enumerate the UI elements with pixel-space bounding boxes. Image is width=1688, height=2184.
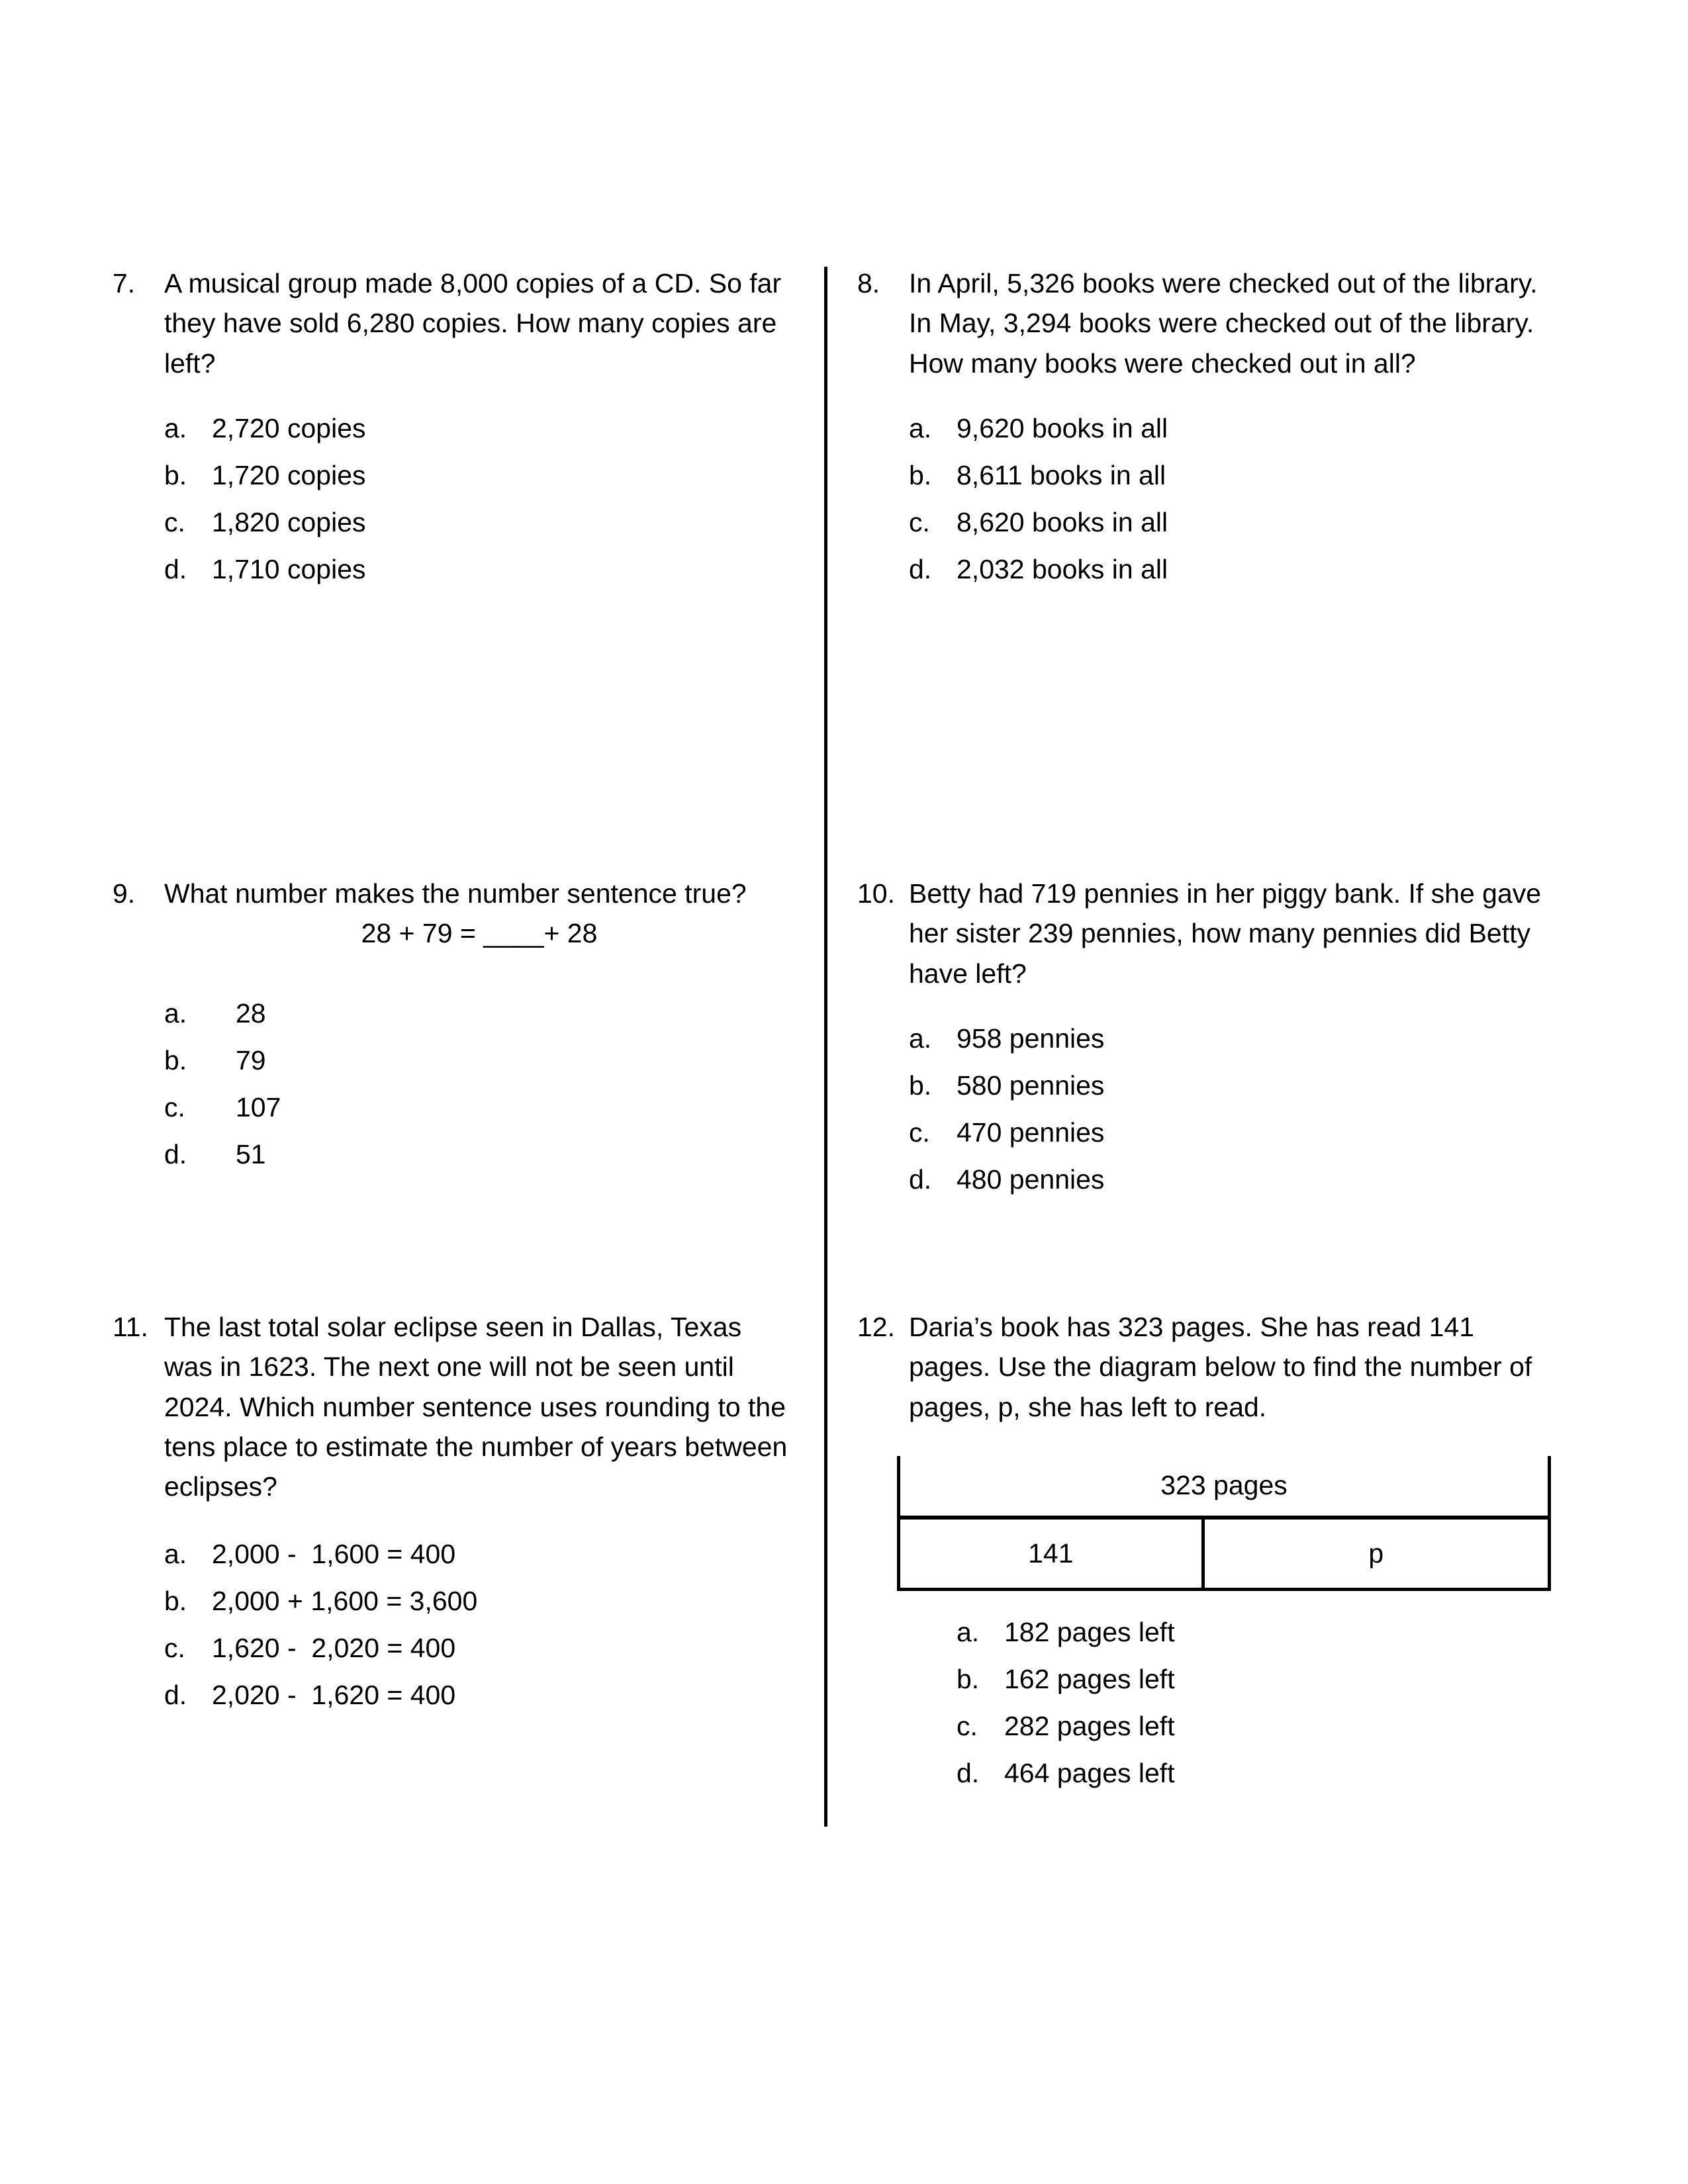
- option-value: 79: [236, 1044, 266, 1075]
- question-11-options: [113, 1541, 794, 1709]
- question-9-options: [113, 997, 794, 1169]
- option-marker: b.: [164, 459, 187, 490]
- option-value: 470 pennies: [957, 1116, 1105, 1148]
- option-value: 2,032 books in all: [957, 553, 1168, 584]
- option-marker: b.: [909, 1069, 932, 1101]
- question-11-stem: The last total solar eclipse seen in Dallas, Texas was in 1623. The next one will not be seen until 2024. Which number sentence uses rounding to the tens place to estimate the number of years between eclipses?: [164, 1312, 788, 1502]
- option-value: 1,720 copies: [212, 459, 366, 490]
- tape-part-known-cell: [900, 1520, 1205, 1588]
- option-value: 162 pages left: [1004, 1663, 1175, 1694]
- question-11-header: [113, 1307, 794, 1506]
- question-8-header: [857, 263, 1559, 383]
- option-item[interactable]: [164, 1682, 794, 1709]
- question-9: [113, 874, 794, 1188]
- option-item[interactable]: [164, 1541, 794, 1568]
- option-item[interactable]: [164, 1588, 794, 1615]
- option-value: 28: [236, 997, 266, 1028]
- option-item[interactable]: [909, 1025, 1559, 1052]
- option-marker: d.: [909, 1163, 932, 1195]
- option-value: 51: [236, 1138, 266, 1169]
- option-value: 580 pennies: [957, 1069, 1105, 1101]
- question-10-stem: Betty had 719 pennies in her piggy bank. If she gave her sister 239 pennies, how many pennies did Betty have left?: [909, 878, 1542, 989]
- question-7-header: [113, 263, 794, 383]
- question-7-stem: A musical group made 8,000 copies of a CD. So far they have sold 6,280 copies. How many copies are left?: [164, 268, 782, 379]
- option-value: 958 pennies: [957, 1023, 1105, 1054]
- option-marker: b.: [164, 1586, 187, 1617]
- question-10-header: [857, 874, 1559, 993]
- option-marker: d.: [957, 1757, 980, 1788]
- option-item[interactable]: [909, 412, 1559, 443]
- option-marker: a.: [909, 412, 932, 443]
- option-value: 464 pages left: [1004, 1757, 1175, 1788]
- option-value: 480 pennies: [957, 1163, 1105, 1195]
- question-10: [857, 874, 1559, 1213]
- option-marker: d.: [164, 1680, 187, 1711]
- question-10-options: [857, 1025, 1559, 1193]
- option-item[interactable]: [909, 553, 1559, 584]
- question-9-equation: 28 + 79 = ____+ 28: [361, 918, 598, 949]
- option-item[interactable]: [164, 1635, 794, 1662]
- option-marker: c.: [164, 1091, 185, 1122]
- option-marker: a.: [164, 997, 187, 1028]
- option-item[interactable]: [909, 1116, 1559, 1148]
- option-value: 2,000 + 1,600 = 3,600: [212, 1586, 478, 1617]
- tape-part-known-label: 141: [1028, 1537, 1074, 1569]
- option-value: 1,820 copies: [212, 506, 366, 537]
- option-value: 1,710 copies: [212, 553, 366, 584]
- option-item[interactable]: [957, 1663, 1559, 1694]
- question-8-number: 8.: [857, 268, 880, 298]
- question-11: [113, 1307, 794, 1729]
- option-item[interactable]: [164, 553, 794, 584]
- tape-whole-cell: [897, 1456, 1551, 1520]
- option-item[interactable]: [164, 1138, 794, 1169]
- option-marker: d.: [164, 1138, 187, 1169]
- option-marker: d.: [909, 553, 932, 584]
- option-marker: c.: [909, 506, 930, 537]
- question-12-header: [857, 1307, 1559, 1427]
- question-10-number: 10.: [857, 878, 895, 909]
- option-value: 107: [236, 1091, 281, 1122]
- option-marker: a.: [957, 1616, 980, 1647]
- option-marker: b.: [164, 1044, 187, 1075]
- option-marker: d.: [164, 553, 187, 584]
- option-item[interactable]: [957, 1616, 1559, 1647]
- option-item[interactable]: [164, 1091, 794, 1122]
- tape-whole-label: 323 pages: [1160, 1470, 1288, 1501]
- option-marker: a.: [164, 1539, 187, 1570]
- question-9-number: 9.: [113, 878, 136, 909]
- question-12-options: [857, 1616, 1559, 1788]
- option-marker: c.: [164, 506, 185, 537]
- option-item[interactable]: [164, 412, 794, 443]
- question-12-stem: Daria’s book has 323 pages. She has read 141 pages. Use the diagram below to find the number of pages, p, she has left to read.: [909, 1312, 1532, 1422]
- question-11-number: 11.: [113, 1312, 148, 1342]
- question-7: [113, 263, 794, 603]
- question-7-options: [113, 412, 794, 584]
- option-item[interactable]: [909, 506, 1559, 537]
- question-12: [857, 1307, 1559, 1807]
- option-item[interactable]: [164, 459, 794, 490]
- option-value: 2,020 - 1,620 = 400: [212, 1680, 456, 1711]
- option-value: 1,620 - 2,020 = 400: [212, 1633, 456, 1664]
- option-marker: a.: [909, 1023, 932, 1054]
- question-7-number: 7.: [113, 268, 136, 298]
- tape-parts-row: [897, 1520, 1551, 1591]
- option-value: 182 pages left: [1004, 1616, 1175, 1647]
- option-value: 282 pages left: [1004, 1710, 1175, 1741]
- tape-part-unknown-cell: [1205, 1520, 1548, 1588]
- option-item[interactable]: [909, 459, 1559, 490]
- option-item[interactable]: [957, 1757, 1559, 1788]
- option-item[interactable]: [957, 1710, 1559, 1741]
- question-8-options: [857, 412, 1559, 584]
- option-value: 2,000 - 1,600 = 400: [212, 1539, 456, 1570]
- option-value: 8,620 books in all: [957, 506, 1168, 537]
- option-value: 8,611 books in all: [957, 459, 1166, 490]
- option-value: 2,720 copies: [212, 412, 366, 443]
- question-12-number: 12.: [857, 1312, 895, 1342]
- question-9-stem: What number makes the number sentence true?: [164, 878, 747, 909]
- tape-diagram: [897, 1456, 1551, 1591]
- option-item[interactable]: [164, 1044, 794, 1075]
- question-8: [857, 263, 1559, 603]
- option-marker: c.: [909, 1116, 930, 1148]
- tape-part-unknown-label: p: [1368, 1537, 1384, 1569]
- option-marker: b.: [909, 459, 932, 490]
- option-value: 9,620 books in all: [957, 412, 1168, 443]
- option-item[interactable]: [164, 506, 794, 537]
- option-marker: a.: [164, 412, 187, 443]
- option-marker: c.: [164, 1633, 185, 1664]
- option-marker: b.: [957, 1663, 980, 1694]
- option-marker: c.: [957, 1710, 978, 1741]
- option-item[interactable]: [909, 1163, 1559, 1195]
- question-9-header: [113, 874, 794, 913]
- question-8-stem: In April, 5,326 books were checked out of the library. In May, 3,294 books were checked out of the library. How many books were checked out in all?: [909, 268, 1538, 379]
- option-item[interactable]: [909, 1069, 1559, 1101]
- option-item[interactable]: [164, 997, 794, 1028]
